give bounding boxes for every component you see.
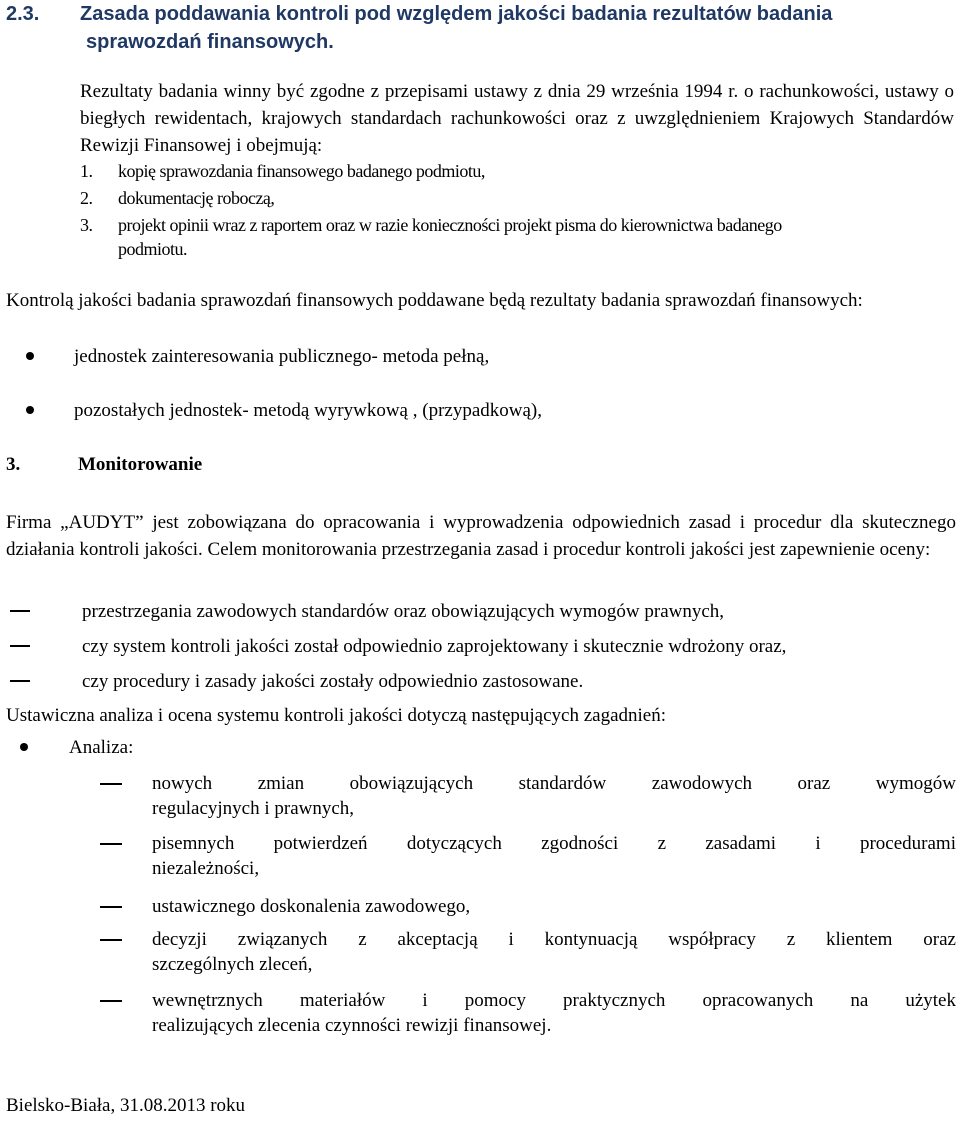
dash-text: przestrzegania zawodowych standardów oraz obowiązujących wymogów prawnych,: [82, 601, 725, 622]
analysis-item-line2: realizujących zlecenia czynności rewizji finansowej.: [152, 1015, 552, 1036]
section-number: 2.3.: [6, 3, 40, 25]
analysis-item-line1: ustawicznego doskonalenia zawodowego,: [152, 896, 471, 917]
analysis-intro: Ustawiczna analiza i ocena systemu kontroli jakości dotyczą następujących zagadnień:: [6, 705, 666, 726]
dash-icon: [100, 1000, 122, 1002]
bullet-text: jednostek zainteresowania publicznego- metoda pełną,: [74, 346, 490, 367]
dash-text: czy procedury i zasady jakości zostały odpowiednio zastosowane.: [82, 671, 584, 692]
dash-item: [6, 599, 946, 625]
analysis-item-line2: niezależności,: [152, 858, 260, 879]
item-number: 1.: [80, 161, 93, 181]
analysis-head: [20, 735, 133, 761]
analysis-item-line1: nowych zmian obowiązujących standardów zawodowych oraz wymogów: [152, 773, 956, 794]
analysis-item-line1: pisemnych potwierdzeń dotyczących zgodności z zasadami i procedurami: [152, 833, 956, 854]
bullet-icon: [26, 406, 34, 414]
analysis-item-line2: szczególnych zleceń,: [152, 954, 313, 975]
section-title-text: Monitorowanie: [78, 454, 203, 475]
bullet-icon: [26, 352, 34, 360]
analysis-head-text: Analiza:: [69, 737, 134, 758]
firma-paragraph: Firma „AUDYT” jest zobowiązana do opracowania i wyprowadzenia odpowiednich zasad i procedur dla skutecznego działania kontroli jakości. Celem monitorowania przestrzegania zasad i procedur kontroli jakości jest zapewnienie oceny:: [6, 512, 956, 560]
dash-text: czy system kontroli jakości został odpowiednio zaprojektowany i skutecznie wdrożony oraz,: [82, 636, 787, 657]
section-heading: [6, 0, 946, 56]
item-number: 3.: [80, 215, 93, 235]
item-text: dokumentację roboczą,: [118, 188, 275, 208]
section-heading-line1: Zasada poddawania kontroli pod względem jakości badania rezultatów badania: [80, 3, 833, 25]
dash-icon: [100, 939, 122, 941]
item-number: 2.: [80, 188, 93, 208]
intro-paragraph: Rezultaty badania winny być zgodne z przepisami ustawy z dnia 29 września 1994 r. o rachunkowości, ustawy o biegłych rewidentach, krajowych standardach rachunkowości oraz z uwzględnieniem Krajowych Standardów Rewizji Finansowej i obejmują:: [80, 81, 954, 156]
dash-icon: [100, 843, 122, 845]
bullet-icon: [20, 743, 28, 751]
section-title-number: 3.: [6, 454, 21, 475]
item-text: projekt opinii wraz z raportem oraz w razie konieczności projekt pisma do kierownictwa badanego: [118, 215, 782, 235]
bullet-item: [26, 344, 489, 370]
section-heading-line2: sprawozdań finansowych.: [86, 31, 334, 53]
analysis-item: [96, 894, 956, 919]
item-text: kopię sprawozdania finansowego badanego podmiotu,: [118, 161, 485, 181]
analysis-item-line1: decyzji związanych z akceptacją i kontynuacją współpracy z klientem oraz: [152, 929, 956, 950]
bullet-text: pozostałych jednostek- metodą wyrywkową , (przypadkową),: [74, 400, 542, 421]
dash-icon: [100, 783, 122, 785]
analysis-item: [96, 771, 956, 821]
place-date: Bielsko-Biała, 31.08.2013 roku: [6, 1095, 246, 1116]
numbered-item: [80, 213, 956, 261]
analysis-item: [96, 831, 956, 881]
bullet-item: [26, 398, 542, 424]
analysis-item: [96, 988, 956, 1038]
dash-icon: [10, 610, 30, 612]
numbered-item: [80, 186, 956, 210]
section-title: [6, 452, 202, 478]
dash-icon: [10, 680, 30, 682]
item-text-continuation: podmiotu.: [118, 239, 188, 259]
control-paragraph: Kontrolą jakości badania sprawozdań finansowych poddawane będą rezultaty badania sprawozdań finansowych:: [6, 290, 863, 311]
dash-icon: [10, 645, 30, 647]
numbered-item: [80, 159, 956, 183]
analysis-item-line2: regulacyjnych i prawnych,: [152, 798, 355, 819]
dash-item: [6, 634, 946, 660]
analysis-item: [96, 927, 956, 977]
dash-item: [6, 669, 946, 695]
dash-icon: [100, 906, 122, 908]
analysis-item-line1: wewnętrznych materiałów i pomocy praktycznych opracowanych na użytek: [152, 990, 956, 1011]
